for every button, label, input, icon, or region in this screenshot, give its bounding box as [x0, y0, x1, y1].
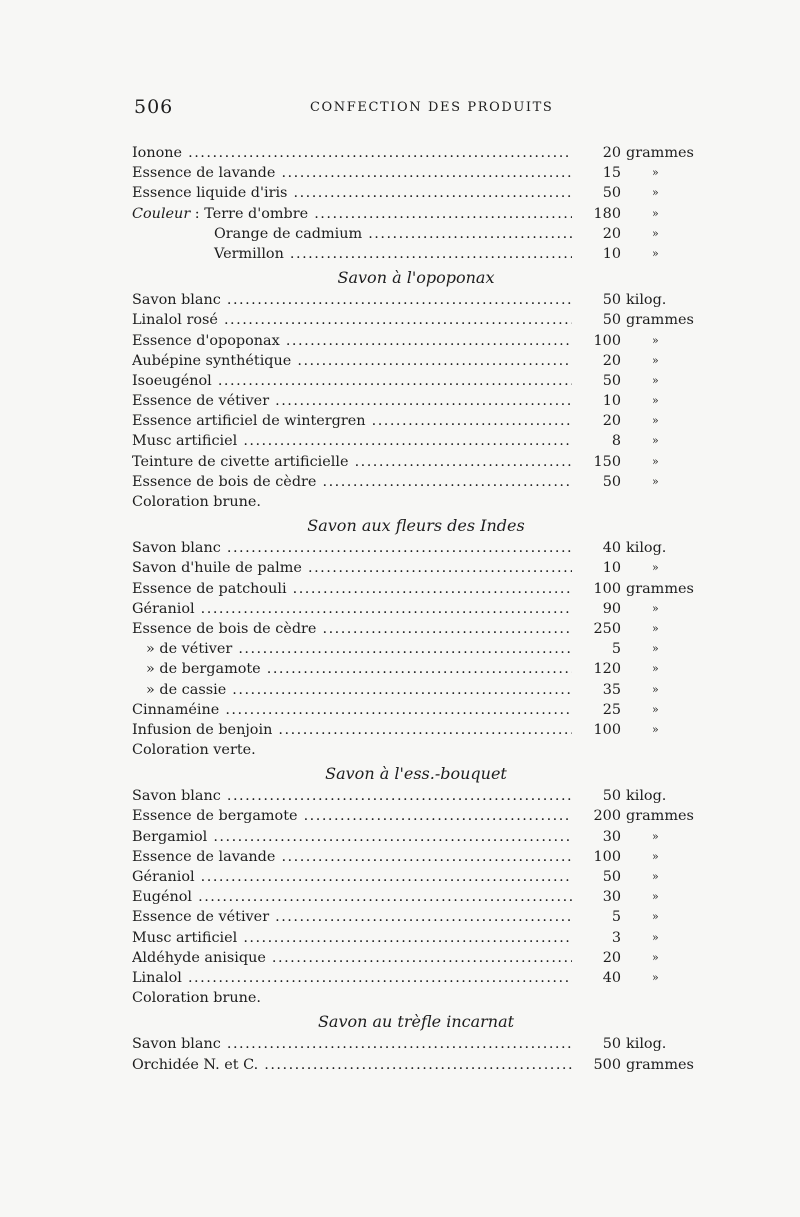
ingredient-name: Géraniol [132, 869, 195, 885]
ingredient-label [132, 143, 572, 163]
ingredient-label [132, 907, 572, 927]
ingredient-name: » de vétiver [146, 641, 233, 658]
ingredient-unit: grammes [626, 580, 694, 597]
coloration-note: Coloration verte. [132, 742, 256, 759]
ingredient-label [132, 244, 572, 264]
ingredient-name: Bergamiol [132, 828, 208, 845]
ingredient-row [132, 163, 700, 183]
ingredient-unit: grammes [626, 312, 694, 329]
ingredient-label [132, 351, 572, 371]
ingredient-unit: » [652, 930, 659, 944]
ingredient-name: » de bergamote [146, 661, 261, 678]
ingredient-quantity: 180 [593, 205, 621, 222]
ingredient-unit: » [652, 226, 659, 240]
ingredient-quantity: 200 [593, 808, 621, 825]
page-number: 506 [134, 96, 174, 118]
ingredient-unit: » [652, 642, 659, 656]
coloration-note: Coloration brune. [132, 990, 262, 1007]
ingredient-row [132, 411, 700, 431]
ingredient-row [132, 639, 700, 659]
ingredient-label [132, 1055, 572, 1075]
ingredient-unit: » [652, 601, 659, 615]
ingredient-unit: » [652, 722, 659, 736]
ingredient-row [132, 1055, 700, 1075]
ingredient-quantity: 10 [602, 560, 621, 577]
ingredient-name: Musc artificiel [132, 433, 238, 450]
ingredient-label [132, 290, 572, 310]
ingredient-label [132, 310, 572, 330]
ingredient-label [132, 599, 572, 619]
ingredient-label [132, 411, 572, 431]
ingredient-label [132, 806, 572, 826]
ingredient-name: Essence liquide d'iris [132, 185, 288, 202]
ingredient-name: Eugénol [132, 889, 193, 906]
ingredient-label [132, 700, 572, 720]
ingredient-quantity: 5 [611, 641, 621, 658]
ingredient-name: Ionone [132, 145, 183, 161]
ingredient-label [132, 183, 572, 203]
ingredient-quantity: 100 [593, 721, 621, 738]
ingredient-row [132, 907, 700, 927]
ingredient-unit: » [652, 950, 659, 964]
ingredient-row [132, 968, 700, 988]
ingredient-name: Essence artificiel de wintergren [132, 413, 366, 430]
ingredient-quantity: 40 [602, 969, 621, 986]
ingredient-row [132, 143, 700, 163]
ingredient-row [132, 204, 700, 224]
ingredient-unit: kilog. [626, 292, 667, 309]
ingredient-label [132, 391, 572, 411]
ingredient-row [132, 700, 700, 720]
ingredient-row [132, 1034, 700, 1054]
ingredient-row [132, 847, 700, 867]
couleur-prefix: Couleur [132, 205, 191, 222]
ingredient-unit: kilog. [626, 540, 667, 557]
ingredient-name: Aubépine synthétique [132, 352, 292, 369]
ingredient-label [132, 639, 572, 659]
ingredient-quantity: 100 [593, 848, 621, 865]
ingredient-row [132, 579, 700, 599]
ingredient-row [132, 619, 700, 639]
page-header [134, 96, 694, 120]
ingredient-quantity: 10 [602, 393, 621, 410]
ingredient-label [132, 331, 572, 351]
ingredient-row [132, 391, 700, 411]
ingredient-quantity: 50 [602, 372, 621, 389]
ingredient-quantity: 150 [593, 453, 621, 470]
ingredient-quantity: 15 [602, 165, 621, 182]
ingredient-label [132, 928, 572, 948]
ingredient-quantity: 100 [593, 580, 621, 597]
ingredient-name: Savon blanc [132, 292, 221, 309]
ingredient-quantity: 20 [602, 225, 621, 242]
ingredient-label [132, 968, 572, 988]
ingredient-row [132, 472, 700, 492]
ingredient-name: Orange de cadmium [214, 225, 363, 242]
ingredient-label [132, 452, 572, 472]
ingredient-name: Cinnaméine [132, 701, 220, 718]
ingredient-row [132, 538, 700, 558]
ingredient-unit: grammes [626, 145, 694, 161]
ingredient-quantity: 50 [602, 292, 621, 309]
ingredient-row [132, 806, 700, 826]
ingredient-quantity: 50 [602, 185, 621, 202]
ingredient-unit: » [652, 870, 659, 883]
ingredient-unit: » [652, 849, 659, 863]
ingredient-quantity: 3 [611, 929, 621, 946]
ingredient-quantity: 8 [611, 433, 621, 450]
ingredient-row [132, 183, 700, 203]
ingredient-name: Essence de vétiver [132, 393, 270, 410]
ingredient-row [132, 452, 700, 472]
ingredient-name: Essence de bergamote [132, 808, 298, 825]
ingredient-name: Infusion de benjoin [132, 721, 273, 738]
ingredient-quantity: 10 [602, 245, 621, 262]
running-title: CONFECTION DES PRODUITS [310, 100, 554, 115]
ingredient-label [132, 887, 572, 907]
ingredient-row [132, 351, 700, 371]
ingredient-unit: » [652, 166, 659, 180]
ingredient-name: Linalol [132, 969, 182, 986]
ingredient-name: Géraniol [132, 600, 195, 617]
ingredient-unit: » [652, 970, 659, 984]
section-title: Savon aux fleurs des Indes [307, 516, 525, 536]
ingredient-label [132, 786, 572, 806]
ingredient-unit: kilog. [626, 788, 667, 805]
ingredient-label [132, 827, 572, 847]
ingredient-quantity: 50 [602, 869, 621, 885]
ingredient-row [132, 331, 700, 351]
ingredient-unit: » [652, 474, 659, 488]
ingredient-label [132, 431, 572, 451]
ingredient-label [132, 558, 572, 578]
ingredient-label [132, 948, 572, 968]
ingredient-row [132, 786, 700, 806]
ingredient-row [132, 558, 700, 578]
ingredient-row [132, 680, 700, 700]
ingredient-quantity: 50 [602, 788, 621, 805]
ingredient-name: » de cassie [146, 681, 227, 698]
ingredient-row [132, 827, 700, 847]
ingredient-label [132, 204, 572, 224]
ingredient-unit: » [652, 333, 659, 347]
section-title: Savon au trèfle incarnat [317, 1012, 515, 1032]
recipe-content [132, 143, 700, 1075]
ingredient-row [132, 659, 700, 679]
ingredient-name: : Terre d'ombre [190, 205, 309, 222]
ingredient-name: Savon blanc [132, 540, 221, 557]
section-title: Savon à l'ess.-bouquet [325, 764, 507, 784]
ingredient-row [132, 599, 700, 619]
ingredient-unit: » [652, 454, 659, 468]
ingredient-name: Isoeugénol [132, 372, 212, 389]
ingredient-unit: » [652, 890, 659, 904]
ingredient-unit: » [652, 662, 659, 676]
ingredient-row [132, 431, 700, 451]
ingredient-name: Essence de patchouli [132, 580, 287, 597]
ingredient-name: Savon d'huile de palme [132, 560, 302, 577]
ingredient-name: Essence de bois de cèdre [132, 473, 317, 490]
ingredient-name: Aldéhyde anisique [132, 949, 266, 966]
ingredient-quantity: 90 [602, 600, 621, 617]
ingredient-quantity: 50 [602, 473, 621, 490]
ingredient-unit: » [652, 434, 659, 448]
ingredient-quantity: 100 [593, 332, 621, 349]
ingredient-row [132, 290, 700, 310]
ingredient-label [132, 579, 572, 599]
ingredient-unit: kilog. [626, 1036, 667, 1053]
ingredient-quantity: 35 [602, 681, 621, 698]
ingredient-name: Essence de lavande [132, 165, 276, 182]
ingredient-unit: » [652, 702, 659, 716]
ingredient-name: Orchidée N. et C. [132, 1056, 259, 1073]
ingredient-quantity: 30 [602, 889, 621, 906]
ingredient-name: Essence de lavande [132, 848, 276, 865]
ingredient-name: Savon blanc [132, 1036, 221, 1053]
ingredient-row [132, 720, 700, 740]
ingredient-quantity: 40 [602, 540, 621, 557]
ingredient-quantity: 20 [602, 145, 621, 161]
ingredient-label [132, 680, 572, 700]
ingredient-row [132, 867, 700, 887]
ingredient-unit: » [652, 829, 659, 843]
ingredient-label [132, 163, 572, 183]
ingredient-name: Savon blanc [132, 788, 221, 805]
ingredient-unit: » [652, 206, 659, 220]
ingredient-quantity: 5 [611, 909, 621, 926]
ingredient-quantity: 250 [593, 620, 621, 637]
ingredient-label [132, 720, 572, 740]
ingredient-label [132, 619, 572, 639]
ingredient-quantity: 30 [602, 828, 621, 845]
ingredient-label [132, 659, 572, 679]
ingredient-quantity: 50 [602, 1036, 621, 1053]
ingredient-row [132, 371, 700, 391]
ingredient-name: Vermillon [214, 245, 284, 262]
ingredient-name: Teinture de civette artificielle [132, 453, 349, 470]
ingredient-unit: grammes [626, 808, 694, 825]
ingredient-row [132, 887, 700, 907]
ingredient-label [132, 538, 572, 558]
ingredient-unit: » [652, 186, 659, 200]
ingredient-unit: » [652, 353, 659, 367]
ingredient-unit: » [652, 621, 659, 635]
ingredient-quantity: 500 [593, 1056, 621, 1073]
ingredient-quantity: 20 [602, 949, 621, 966]
ingredient-quantity: 25 [602, 701, 621, 718]
ingredient-label [132, 472, 572, 492]
ingredient-unit: » [652, 910, 659, 924]
coloration-note: Coloration brune. [132, 494, 262, 510]
ingredient-quantity: 120 [593, 661, 621, 678]
ingredient-row [132, 244, 700, 264]
ingredient-quantity: 20 [602, 352, 621, 369]
ingredient-unit: » [652, 561, 659, 575]
ingredient-label [132, 224, 572, 244]
ingredient-name: Essence de vétiver [132, 909, 270, 926]
ingredient-row [132, 928, 700, 948]
ingredient-quantity: 50 [602, 312, 621, 329]
ingredient-label [132, 1034, 572, 1054]
ingredient-unit: » [652, 373, 659, 387]
ingredient-name: Essence d'opoponax [132, 332, 280, 349]
ingredient-quantity: 20 [602, 413, 621, 430]
ingredient-unit: » [652, 394, 659, 408]
ingredient-row [132, 948, 700, 968]
ingredient-unit: » [652, 246, 659, 260]
ingredient-name: Musc artificiel [132, 929, 238, 946]
ingredient-name: Essence de bois de cèdre [132, 620, 317, 637]
ingredient-row [132, 224, 700, 244]
ingredient-name: Linalol rosé [132, 312, 218, 329]
ingredient-unit: » [652, 682, 659, 696]
ingredient-label [132, 867, 572, 887]
ingredient-label [132, 847, 572, 867]
ingredient-label [132, 371, 572, 391]
ingredient-unit: » [652, 414, 659, 428]
ingredient-unit: grammes [626, 1056, 694, 1073]
ingredient-row [132, 310, 700, 330]
section-title: Savon à l'opoponax [337, 268, 495, 288]
